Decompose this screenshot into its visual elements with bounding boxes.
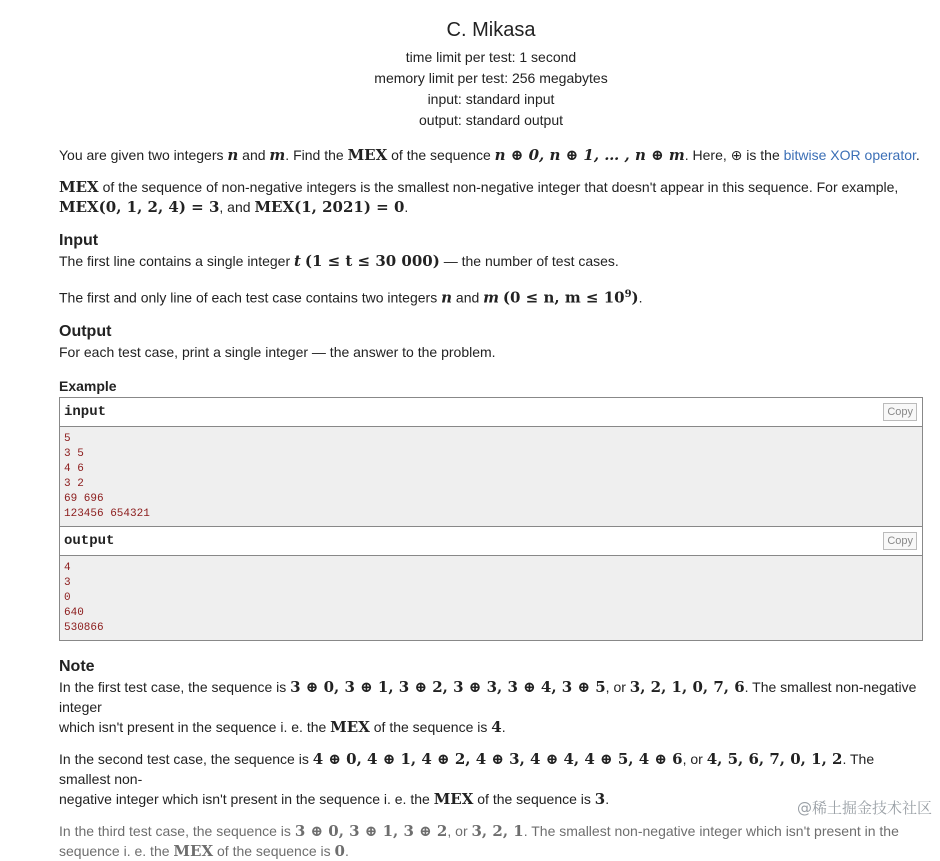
problem-statement <box>59 0 923 861</box>
note-section-title: Note <box>59 657 95 675</box>
sample-input-body <box>60 427 922 526</box>
sample-input-line: 123456 654321 <box>64 507 150 520</box>
sample-input-header <box>60 398 922 427</box>
sample-output-body <box>60 556 922 640</box>
sample-input-line: 4 6 <box>64 462 84 475</box>
output-description: For each test case, print a single integer — the answer to the problem. <box>59 343 496 360</box>
note-paragraph-1: In the first test case, the sequence is 3 ⊕ 0, 3 ⊕ 1, 3 ⊕ 2, 3 ⊕ 3, 3 ⊕ 4, 3 ⊕ 5, or 3, 2, 1, 0, 7, 6. The smallest non-negative integer which isn't present in the sequence i. e. the MEX of the sequence is 4. <box>59 677 917 736</box>
input-spec: input: standard input <box>427 91 555 107</box>
copy-input-button[interactable]: Copy <box>883 403 917 421</box>
watermark: @稀土掘金技术社区 <box>796 799 932 817</box>
sample-output-line: 3 <box>64 576 71 589</box>
sample-input-line: 3 2 <box>64 477 84 490</box>
example-title: Example <box>59 377 117 394</box>
input-line-2: The first and only line of each test case contains two integers n and m (0 ≤ n, $m \le 10^9$). <box>59 288 643 307</box>
note-paragraph-3: In the third test case, the sequence is 3 ⊕ 0, 3 ⊕ 1, 3 ⊕ 2, or 3, 2, 1. The smallest non-negative integer which isn't present in the sequence i. e. the MEX of the sequence is 0. <box>59 821 899 860</box>
sample-input-line: 69 696 <box>64 492 104 505</box>
sample-output-label: output <box>64 532 115 549</box>
sample-output-header <box>60 526 922 556</box>
output-section-title: Output <box>59 322 112 340</box>
sample-input-line: 5 <box>64 432 71 445</box>
problem-title: C. Mikasa <box>446 19 536 41</box>
note-paragraph-2: In the second test case, the sequence is 4 ⊕ 0, 4 ⊕ 1, 4 ⊕ 2, 4 ⊕ 3, 4 ⊕ 4, 4 ⊕ 5, 4 ⊕ 6, or 4, 5, 6, 7, 0, 1, 2. The smallest non- negative integer which isn't present in the sequence i. e. the MEX of the sequence is 3. <box>59 749 875 808</box>
example-box <box>59 397 923 641</box>
input-line-1: The first line contains a single integer t (1 ≤ t ≤ 30 000) — the number of test cases. <box>59 252 619 270</box>
output-spec: output: standard output <box>419 112 563 128</box>
statement-paragraph-2: MEX of the sequence of non-negative integers is the smallest non-negative integer that doesn't appear in this sequence. For example, MEX(0, 1, 2, 4) = 3, and MEX(1, 2021) = 0. <box>59 178 899 216</box>
bitwise-xor-link[interactable]: bitwise XOR operator <box>783 147 916 163</box>
sample-output-line: 530866 <box>64 621 104 634</box>
problem-header <box>59 17 923 131</box>
memory-limit: memory limit per test: 256 megabytes <box>374 70 608 86</box>
sample-output-line: 4 <box>64 561 71 574</box>
sample-output-line: 640 <box>64 606 84 619</box>
copy-output-button[interactable]: Copy <box>883 532 917 550</box>
statement-paragraph-1: You are given two integers n and m. Find the MEX of the sequence n ⊕ 0, n ⊕ 1, … , n ⊕ m. Here, ⊕ is the bitwise XOR operator. <box>59 146 920 164</box>
time-limit: time limit per test: 1 second <box>405 49 577 65</box>
sample-input-line: 3 5 <box>64 447 84 460</box>
input-section-title: Input <box>59 232 99 249</box>
sample-input-label: input <box>64 403 107 420</box>
sample-output-line: 0 <box>64 591 71 604</box>
